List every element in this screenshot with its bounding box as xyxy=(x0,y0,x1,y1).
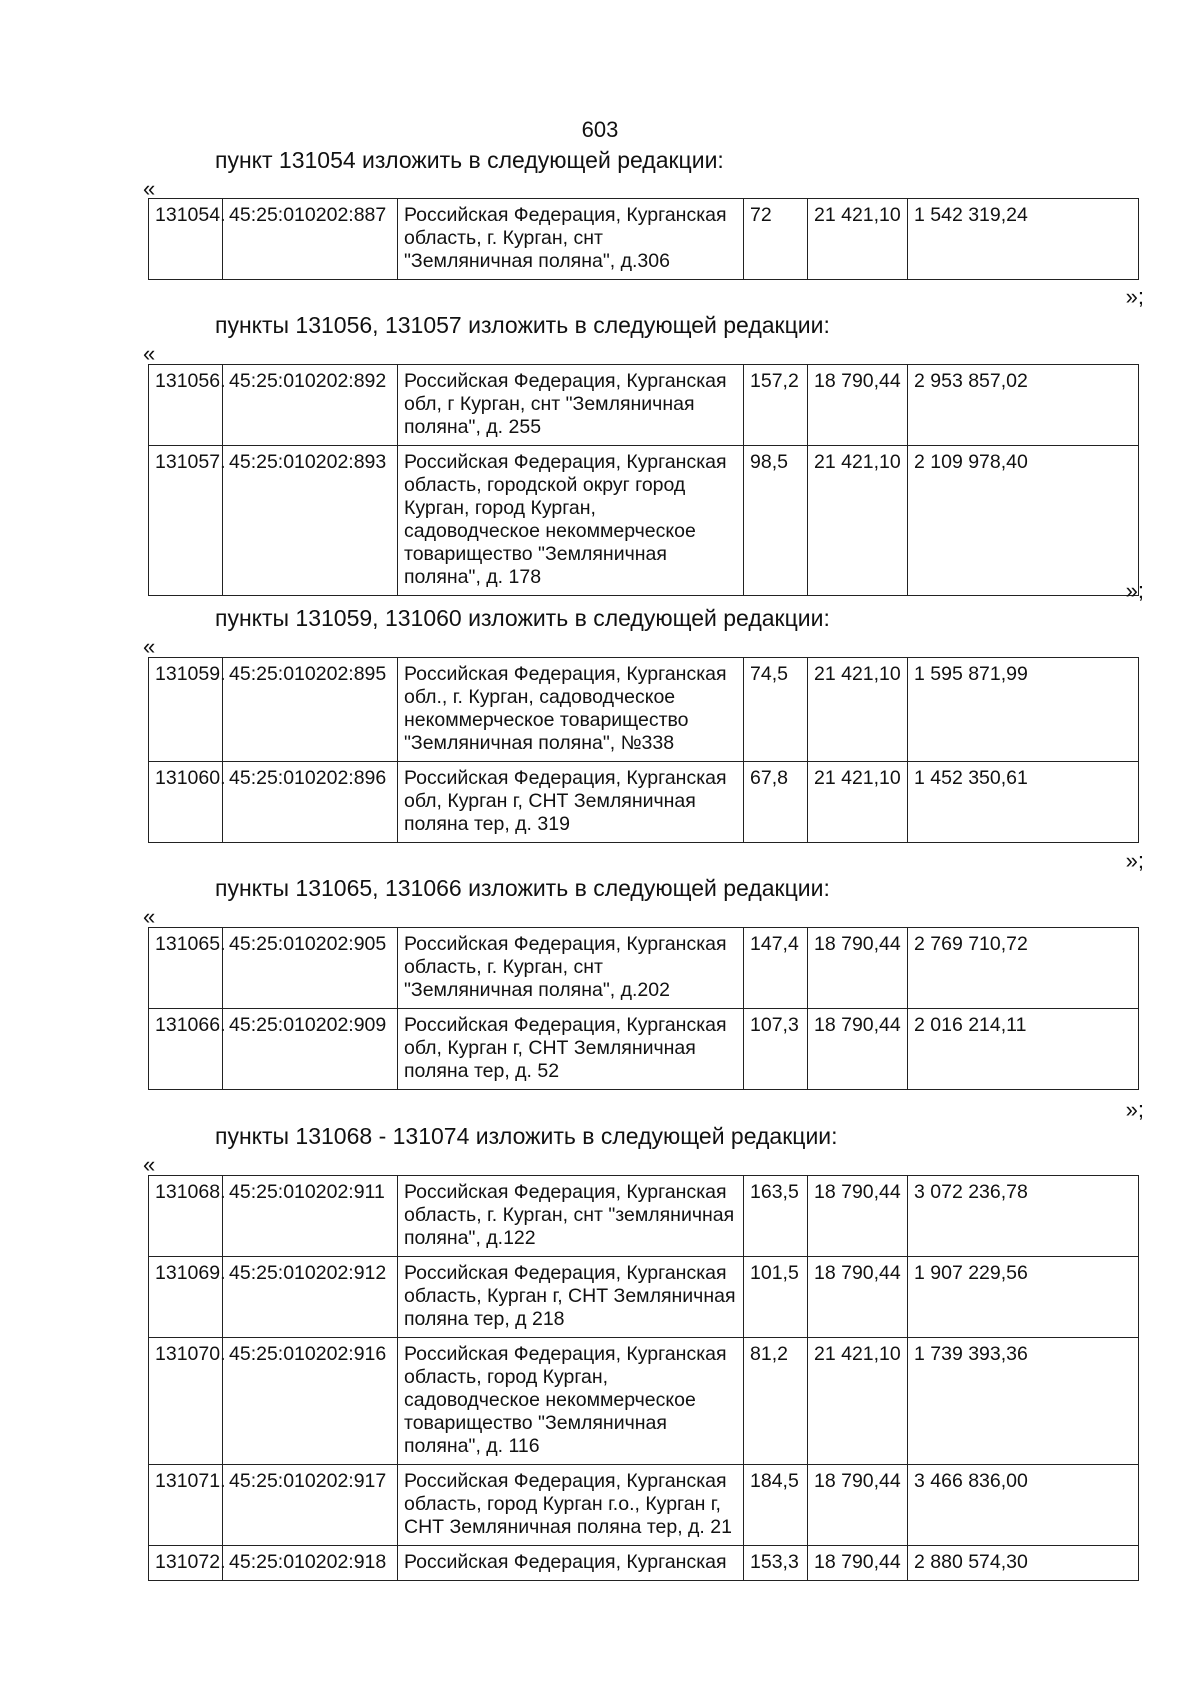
cadastral-value: 1 452 350,61 xyxy=(908,762,1139,843)
area: 81,2 xyxy=(744,1338,808,1465)
close-quote: »; xyxy=(1125,1097,1144,1122)
rate: 18 790,44 xyxy=(808,365,908,446)
open-quote: « xyxy=(143,904,156,929)
area: 67,8 xyxy=(744,762,808,843)
address: Российская Федерация, Курганская обл, Курган г, СНТ Земляничная поляна тер, д. 52 xyxy=(398,1009,744,1090)
area: 72 xyxy=(744,199,808,280)
address: Российская Федерация, Курганская xyxy=(398,1546,744,1581)
table-row xyxy=(149,365,1139,446)
cadastral-number: 45:25:010202:918 xyxy=(223,1546,398,1581)
row-number: 131071. xyxy=(149,1465,223,1546)
rate: 21 421,10 xyxy=(808,762,908,843)
row-number: 131054. xyxy=(149,199,223,280)
rate: 18 790,44 xyxy=(808,1546,908,1581)
rate: 18 790,44 xyxy=(808,1465,908,1546)
cadastral-number: 45:25:010202:887 xyxy=(223,199,398,280)
table-row xyxy=(149,658,1139,762)
close-quote: »; xyxy=(1125,578,1144,603)
rate: 21 421,10 xyxy=(808,199,908,280)
cadastral-value: 2 769 710,72 xyxy=(908,928,1139,1009)
registry-table xyxy=(148,1175,1139,1581)
row-number: 131066. xyxy=(149,1009,223,1090)
address: Российская Федерация, Курганская область, Курган г, СНТ Земляничная поляна тер, д 218 xyxy=(398,1257,744,1338)
registry-table xyxy=(148,927,1139,1090)
cadastral-value: 3 466 836,00 xyxy=(908,1465,1139,1546)
cadastral-value: 1 739 393,36 xyxy=(908,1338,1139,1465)
section-title: пункты 131056, 131057 изложить в следующей редакции: xyxy=(215,312,830,338)
address: Российская Федерация, Курганская область, город Курган г.о., Курган г, СНТ Земляничная поляна тер, д. 21 xyxy=(398,1465,744,1546)
table-row xyxy=(149,1338,1139,1465)
table-row xyxy=(149,446,1139,596)
row-number: 131057. xyxy=(149,446,223,596)
area: 74,5 xyxy=(744,658,808,762)
cadastral-value: 3 072 236,78 xyxy=(908,1176,1139,1257)
cadastral-number: 45:25:010202:905 xyxy=(223,928,398,1009)
cadastral-value: 2 109 978,40 xyxy=(908,446,1139,596)
table-row xyxy=(149,1176,1139,1257)
cadastral-number: 45:25:010202:892 xyxy=(223,365,398,446)
area: 98,5 xyxy=(744,446,808,596)
rate: 18 790,44 xyxy=(808,928,908,1009)
rate: 21 421,10 xyxy=(808,1338,908,1465)
cadastral-value: 2 880 574,30 xyxy=(908,1546,1139,1581)
open-quote: « xyxy=(143,1152,156,1177)
address: Российская Федерация, Курганская обл, г Курган, снт "Земляничная поляна", д. 255 xyxy=(398,365,744,446)
table-row xyxy=(149,1465,1139,1546)
table-row xyxy=(149,762,1139,843)
section-title: пункт 131054 изложить в следующей редакции: xyxy=(215,147,724,173)
row-number: 131065. xyxy=(149,928,223,1009)
close-quote: »; xyxy=(1125,848,1144,873)
registry-table xyxy=(148,198,1139,280)
table-row xyxy=(149,1257,1139,1338)
open-quote: « xyxy=(143,176,156,201)
address: Российская Федерация, Курганская область, г. Курган, снт "земляничная поляна", д.122 xyxy=(398,1176,744,1257)
cadastral-value: 1 595 871,99 xyxy=(908,658,1139,762)
row-number: 131072. xyxy=(149,1546,223,1581)
row-number: 131059. xyxy=(149,658,223,762)
page-number: 603 xyxy=(581,117,619,142)
area: 147,4 xyxy=(744,928,808,1009)
address: Российская Федерация, Курганская обл, Курган г, СНТ Земляничная поляна тер, д. 319 xyxy=(398,762,744,843)
area: 153,3 xyxy=(744,1546,808,1581)
table-row xyxy=(149,1009,1139,1090)
area: 184,5 xyxy=(744,1465,808,1546)
cadastral-value: 1 542 319,24 xyxy=(908,199,1139,280)
address: Российская Федерация, Курганская область, г. Курган, снт "Земляничная поляна", д.202 xyxy=(398,928,744,1009)
rate: 18 790,44 xyxy=(808,1009,908,1090)
table-row xyxy=(149,199,1139,280)
address: Российская Федерация, Курганская область, городской округ город Курган, город Курган, садоводческое некоммерческое товарищество "Земляничная поляна", д. 178 xyxy=(398,446,744,596)
row-number: 131068. xyxy=(149,1176,223,1257)
cadastral-value: 1 907 229,56 xyxy=(908,1257,1139,1338)
close-quote: »; xyxy=(1125,284,1144,309)
address: Российская Федерация, Курганская область, г. Курган, снт "Земляничная поляна", д.306 xyxy=(398,199,744,280)
section-title: пункты 131068 - 131074 изложить в следующей редакции: xyxy=(215,1123,838,1149)
row-number: 131060. xyxy=(149,762,223,843)
cadastral-value: 2 016 214,11 xyxy=(908,1009,1139,1090)
open-quote: « xyxy=(143,341,156,366)
registry-table xyxy=(148,364,1139,596)
rate: 18 790,44 xyxy=(808,1257,908,1338)
rate: 21 421,10 xyxy=(808,658,908,762)
cadastral-number: 45:25:010202:895 xyxy=(223,658,398,762)
address: Российская Федерация, Курганская область, город Курган, садоводческое некоммерческое товарищество "Земляничная поляна", д. 116 xyxy=(398,1338,744,1465)
cadastral-value: 2 953 857,02 xyxy=(908,365,1139,446)
table-row xyxy=(149,928,1139,1009)
area: 157,2 xyxy=(744,365,808,446)
table-row xyxy=(149,1546,1139,1581)
registry-table xyxy=(148,657,1139,843)
rate: 21 421,10 xyxy=(808,446,908,596)
cadastral-number: 45:25:010202:912 xyxy=(223,1257,398,1338)
area: 163,5 xyxy=(744,1176,808,1257)
area: 107,3 xyxy=(744,1009,808,1090)
cadastral-number: 45:25:010202:893 xyxy=(223,446,398,596)
rate: 18 790,44 xyxy=(808,1176,908,1257)
row-number: 131070. xyxy=(149,1338,223,1465)
row-number: 131056. xyxy=(149,365,223,446)
cadastral-number: 45:25:010202:909 xyxy=(223,1009,398,1090)
cadastral-number: 45:25:010202:916 xyxy=(223,1338,398,1465)
address: Российская Федерация, Курганская обл., г. Курган, садоводческое некоммерческое товарищество "Земляничная поляна", №338 xyxy=(398,658,744,762)
open-quote: « xyxy=(143,634,156,659)
section-title: пункты 131065, 131066 изложить в следующей редакции: xyxy=(215,875,830,901)
cadastral-number: 45:25:010202:917 xyxy=(223,1465,398,1546)
section-title: пункты 131059, 131060 изложить в следующей редакции: xyxy=(215,605,830,631)
row-number: 131069. xyxy=(149,1257,223,1338)
cadastral-number: 45:25:010202:911 xyxy=(223,1176,398,1257)
area: 101,5 xyxy=(744,1257,808,1338)
cadastral-number: 45:25:010202:896 xyxy=(223,762,398,843)
